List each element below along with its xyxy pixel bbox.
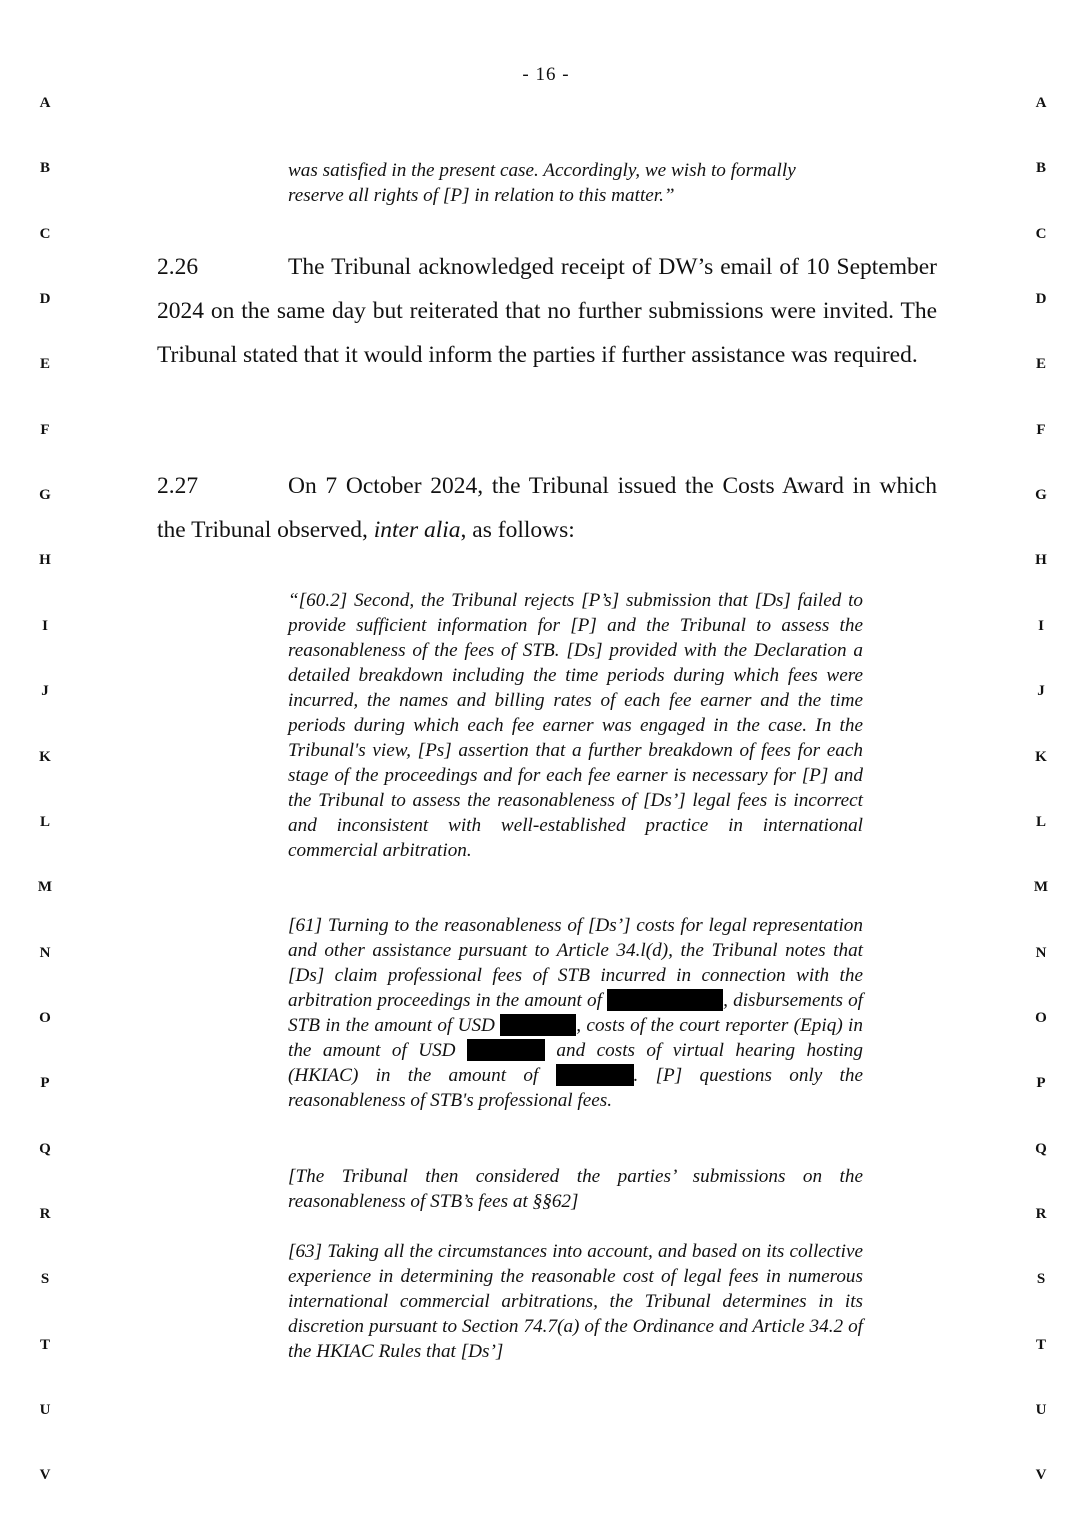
- margin-letter-g: G: [1035, 487, 1047, 504]
- redaction-box: [500, 1014, 576, 1036]
- margin-letter-d: D: [1035, 291, 1047, 308]
- margin-letter-t: T: [39, 1336, 50, 1353]
- margin-letter-h: H: [1035, 552, 1047, 569]
- quote-top-line-2: reserve all rights of [P] in relation to this matter.”: [288, 185, 675, 206]
- redaction-box: [607, 989, 723, 1011]
- margin-letter-n: N: [1035, 944, 1047, 961]
- quote-61-part-4: and costs of virtual hearing hosting (HKIAC) in the amount of: [288, 1040, 863, 1086]
- margin-letter-m: M: [1033, 879, 1049, 896]
- margin-letter-j: J: [41, 683, 49, 700]
- quote-63-text: [63] Taking all the circumstances into account, and based on its collective experience in determining the reasonable cost of legal fees in numerous international commercial arbitrations, the Tribunal determines in its discretion pursuant to Section 74.7(a) of the Ordinance and Article 34.2 of the HKIAC Rules that [Ds’]: [288, 1241, 863, 1362]
- margin-letter-g: G: [39, 487, 51, 504]
- margin-letter-u: U: [1035, 1402, 1047, 1418]
- margin-letter-l: L: [39, 813, 50, 830]
- quote-61-part-3: , costs of the court reporter (Epiq) in the amount of USD: [288, 1015, 863, 1061]
- margin-letter-k: K: [1035, 748, 1047, 765]
- margin-letter-q: Q: [39, 1140, 51, 1157]
- margin-letter-h: H: [39, 552, 51, 569]
- margin-letter-o: O: [1035, 1009, 1047, 1026]
- margin-letter-v: V: [39, 1467, 51, 1484]
- margin-letter-a: A: [39, 95, 51, 111]
- paragraph-italic-phrase: inter alia: [373, 517, 461, 543]
- quote-top-line-1: was satisfied in the present case. Accordingly, we wish to formally: [288, 160, 796, 181]
- quote-61-part-1: [61] Turning to the reasonableness of [Ds’] costs for legal representation and other assistance pursuant to Article 34.l(d), the Tribunal notes that [Ds] claim professional fees of STB incurred in connection with the arbitration proceedings in the amount of: [288, 915, 863, 1011]
- margin-letter-d: D: [39, 291, 51, 308]
- quote-61-part-5: . [P] questions only the reasonableness of STB's professional fees.: [288, 1065, 863, 1111]
- margin-letter-s: S: [1036, 1271, 1046, 1288]
- margin-letter-r: R: [1035, 1205, 1047, 1222]
- margin-letter-v: V: [1035, 1467, 1047, 1484]
- margin-letter-j: J: [1037, 683, 1045, 700]
- margin-letter-f: F: [1036, 421, 1046, 438]
- paragraph-2-26: [157, 245, 937, 377]
- margin-letter-o: O: [39, 1009, 51, 1026]
- margin-letter-m: M: [37, 879, 53, 896]
- redaction-box: [467, 1039, 545, 1061]
- margin-letter-l: L: [1035, 813, 1046, 830]
- margin-letter-i: I: [1038, 617, 1044, 634]
- margin-letter-f: F: [40, 421, 50, 438]
- margin-letter-p: P: [40, 1075, 50, 1092]
- margin-letter-e: E: [39, 356, 50, 373]
- margin-letter-n: N: [39, 944, 51, 961]
- margin-letter-b: B: [39, 160, 50, 177]
- margin-letter-k: K: [39, 748, 51, 765]
- margin-letter-q: Q: [1035, 1140, 1047, 1157]
- paragraph-text-end: , as follows:: [460, 517, 575, 543]
- margin-letter-e: E: [1035, 356, 1046, 373]
- quote-60-2-text: “[60.2] Second, the Tribunal rejects [P’s] submission that [Ds] failed to provide sufficient information for [P] and the Tribunal to assess the reasonableness of the fees of STB. [Ds] provided with the Declaration a detailed breakdown including the time periods during which fees were incurred, the names and billing rates of each fee earner and the time periods during which each fee earner was engaged in the case. In the Tribunal's view, [Ps] assertion that a further breakdown of fees for each stage of the proceedings and for each fee earner is necessary for [P] and the Tribunal to assess the reasonableness of [Ds’] legal fees is incorrect and inconsistent with well-established practice in international commercial arbitration.: [288, 590, 863, 861]
- paragraph-text: On 7 October 2024, the Tribunal issued the Costs Award in which the Tribunal observed,: [157, 473, 937, 543]
- paragraph-number: 2.26: [157, 254, 199, 280]
- margin-letter-u: U: [39, 1402, 51, 1418]
- page-number: - 16 -: [522, 64, 570, 85]
- margin-letter-a: A: [1035, 95, 1047, 111]
- quote-paragraph-63: [288, 1239, 863, 1364]
- margin-letter-i: I: [42, 617, 48, 634]
- quote-61-text: [288, 913, 863, 1113]
- paragraph-2-27: [157, 464, 937, 552]
- margin-letter-b: B: [1035, 160, 1046, 177]
- margin-letter-c: C: [39, 225, 51, 242]
- margin-letter-r: R: [39, 1205, 51, 1222]
- quote-paragraph-60-2: [288, 588, 863, 863]
- quote-61-part-2: , disbursements of STB in the amount of USD: [288, 990, 864, 1036]
- quote-paragraph-62-note: [288, 1164, 863, 1214]
- quote-62-text: [The Tribunal then considered the parties’ submissions on the reasonableness of STB’s fees at §§62]: [288, 1166, 863, 1212]
- redaction-box: [556, 1064, 634, 1086]
- margin-letter-c: C: [1035, 225, 1047, 242]
- margin-letter-s: S: [40, 1271, 50, 1288]
- margin-letter-p: P: [1036, 1075, 1046, 1092]
- paragraph-text: The Tribunal acknowledged receipt of DW’s email of 10 September 2024 on the same day but reiterated that no further submissions were invited. The Tribunal stated that it would inform the parties if further assistance was required.: [157, 254, 937, 368]
- quote-paragraph-61: [288, 913, 863, 1113]
- margin-letter-t: T: [1035, 1336, 1046, 1353]
- paragraph-number: 2.27: [157, 473, 199, 499]
- quote-block-top: [288, 158, 863, 208]
